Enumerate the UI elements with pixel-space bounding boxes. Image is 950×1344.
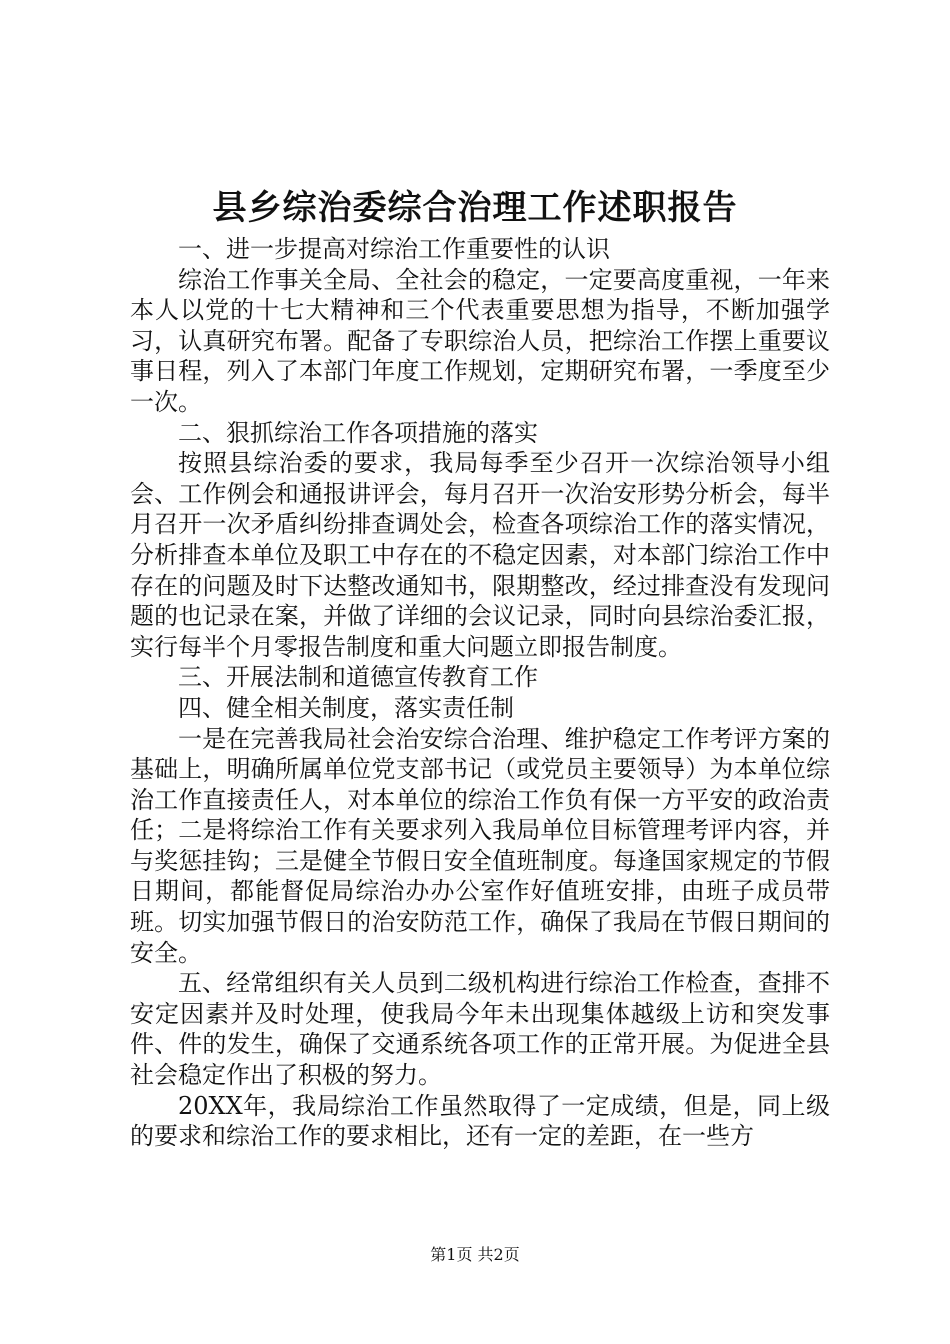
paragraph-1: 综治工作事关全局、全社会的稳定，一定要高度重视，一年来本人以党的十七大精神和三个代表重要思想为指导，不断加强学习，认真研究布署。配备了专职综治人员，把综治工作摆上重要议事日程，列入了本部门年度工作规划，定期研究布署，一季度至少一次。	[130, 265, 830, 416]
document-title: 县乡综治委综合治理工作述职报告	[212, 188, 738, 228]
paragraph-2: 按照县综治委的要求，我局每季至少召开一次综治领导小组会、工作例会和通报讲评会，每月召开一次治安形势分析会，每半月召开一次矛盾纠纷排查调处会，检查各项综治工作的落实情况，分析排查本单位及职工中存在的不稳定因素，对本部门综治工作中存在的问题及时下达整改通知书，限期整改，经过排查没有发现问题的也记录在案，并做了详细的会议记录，同时向县综治委汇报，实行每半个月零报告制度和重大问题立即报告制度。	[130, 449, 830, 661]
page-number-footer: 第1页 共2页	[430, 1245, 520, 1264]
section-heading-3: 三、开展法制和道德宣传教育工作	[178, 663, 538, 692]
section-heading-2: 二、狠抓综治工作各项措施的落实	[178, 418, 538, 447]
paragraph-closing: 20XX年，我局综治工作虽然取得了一定成绩，但是，同上级的要求和综治工作的要求相比，还有一定的差距，在一些方	[130, 1091, 830, 1151]
section-heading-5: 五、经常组织有关人员到二级机构进行综治工作检查，查排不安定因素并及时处理，使我局今年未出现集体越级上访和突发事件、件的发生，确保了交通系统各项工作的正常开展。为促进全县社会稳定作出了积极的努力。	[130, 969, 830, 1090]
section-heading-1: 一、进一步提高对综治工作重要性的认识	[178, 235, 610, 263]
paragraph-4: 一是在完善我局社会治安综合治理、维护稳定工作考评方案的基础上，明确所属单位党支部书记（或党员主要领导）为本单位综治工作直接责任人，对本单位的综治工作负有保一方平安的政治责任；二是将综治工作有关要求列入我局单位目标管理考评内容，并与奖惩挂钩；三是健全节假日安全值班制度。每逢国家规定的节假日期间，都能督促局综治办办公室作好值班安排，由班子成员带班。切实加强节假日的治安防范工作，确保了我局在节假日期间的安全。	[130, 724, 830, 967]
section-heading-4: 四、健全相关制度，落实责任制	[178, 693, 514, 722]
document-body	[130, 234, 830, 1152]
